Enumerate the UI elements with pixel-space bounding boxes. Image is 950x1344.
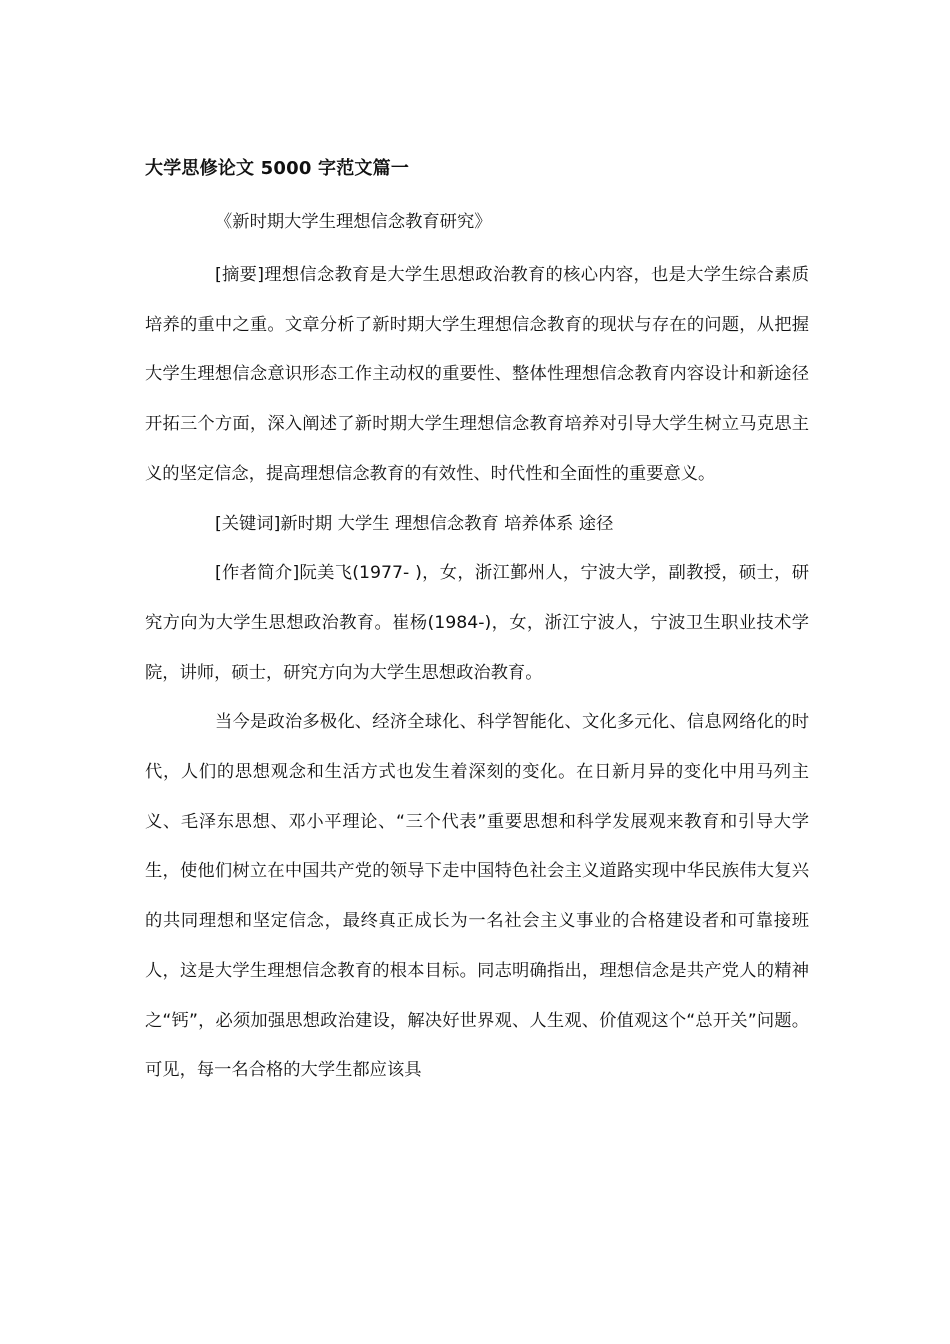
paper-title: 《新时期大学生理想信念教育研究》	[215, 212, 492, 232]
document-content	[145, 153, 809, 1096]
author-bio-paragraph: [作者简介]阮美飞(1977- )，女，浙江鄞州人，宁波大学，副教授，硕士，研究方向为大学生思想政治教育。崔杨(1984-)，女，浙江宁波人，宁波卫生职业技术学院，讲师，硕士，研究方向为大学生思想政治教育。	[145, 563, 809, 683]
keywords-paragraph: [关键词]新时期 大学生 理想信念教育 培养体系 途径	[215, 513, 614, 534]
document-title: 大学思修论文 5000 字范文篇一	[145, 158, 410, 179]
abstract-paragraph: [摘要]理想信念教育是大学生思想政治教育的核心内容，也是大学生综合素质培养的重中之重。文章分析了新时期大学生理想信念教育的现状与存在的问题，从把握大学生理想信念意识形态工作主动权的重要性、整体性理想信念教育内容设计和新途径开拓三个方面，深入阐述了新时期大学生理想信念教育培养对引导大学生树立马克思主义的坚定信念，提高理想信念教育的有效性、时代性和全面性的重要意义。	[145, 265, 809, 484]
body-paragraph: 当今是政治多极化、经济全球化、科学智能化、文化多元化、信息网络化的时代，人们的思想观念和生活方式也发生着深刻的变化。在日新月异的变化中用马列主义、毛泽东思想、邓小平理论、“三个代表”重要思想和科学发展观来教育和引导大学生，使他们树立在中国共产党的领导下走中国特色社会主义道路实现中华民族伟大复兴的共同理想和坚定信念，最终真正成长为一名社会主义事业的合格建设者和可靠接班人，这是大学生理想信念教育的根本目标。同志明确指出，理想信念是共产党人的精神之“钙”，必须加强思想政治建设，解决好世界观、人生观、价值观这个“总开关”问题。可见，每一名合格的大学生都应该具	[145, 712, 809, 1081]
